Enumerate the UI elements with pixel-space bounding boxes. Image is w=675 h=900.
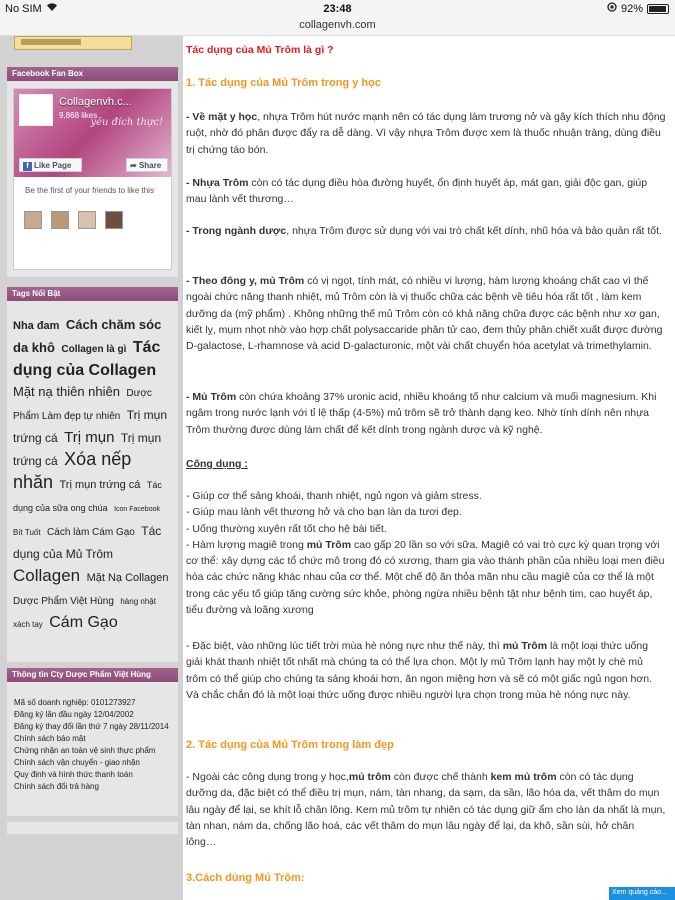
share-label: Share: [138, 161, 162, 170]
company-info-list: [7, 682, 178, 793]
tags-box-title: Tags Nổi Bật: [7, 287, 178, 301]
paragraph: - Ngoài các công dụng trong y học,mủ trôm còn được chế thành kem mủ trôm còn có tác dụng dưỡng da, đặc biệt có thể điều trị mụn, nám, tàn nhang, da sạm, da sần, lão hóa da, vết thâm do mụn lâu ngày để lại, se khít lỗ chân lông. Kem mủ trôm tự nhiên có tác dụng giữ ẩm cho làn da nhất là mụn, tàn nhan, nám da, chống lão hoá, các vết thâm do mụn lâu ngày để lại, da khô, sần sùi, hở chân lông…: [186, 771, 666, 849]
uses-list: - Giúp cơ thể sảng khoái, thanh nhiệt, ngủ ngon và giảm stress. - Giúp mau lành vết thương hở và cho bạn làn da tươi đẹp. - Uống thường xuyên rất tốt cho hệ bài tiết. - Hàm lượng magiê trong mủ Trôm cao gấp 20 lần so với sữa. Magiê có vai trò cực kỳ quan trọng với cơ thể: xây dựng các tổ chức mô trong đó có xương, tham gia vào thành phần của nhiều loại men điều hòa các chức năng khác nhau của cơ thể. Một chế độ ăn thỏa mãn nhu cầu magiê của cơ thể là một trong các yếu tố giúp tăng cường sức khỏe, phòng ngừa nhiều bệnh tật như bệnh tim, cao huyết áp, tiểu đường và loãng xương: [186, 490, 665, 617]
tag-link[interactable]: Icon Facebook: [114, 506, 160, 513]
info-line[interactable]: Chính sách bảo mật: [14, 734, 86, 743]
facebook-icon: f: [23, 162, 32, 171]
info-box-title: Thông tin Cty Dược Phẩm Việt Hùng: [7, 668, 178, 682]
info-line[interactable]: Chính sách vận chuyển - giao nhận: [14, 758, 140, 767]
company-info-box: [7, 668, 178, 816]
info-line: Đăng ký thay đổi lần thứ 7 ngày 28/11/2014: [14, 722, 169, 731]
info-line[interactable]: Chính sách đổi trả hàng: [14, 782, 99, 791]
tag-link[interactable]: Tác dụng của sữa ong chúa: [13, 480, 162, 513]
tag-link[interactable]: Tác dụng của Collagen: [13, 339, 161, 379]
rotation-lock-icon: [607, 2, 617, 15]
tag-link[interactable]: Mặt Nạ Collagen: [86, 572, 169, 584]
paragraph: - Mủ Trôm còn chứa khoảng 37% uronic acid, nhiều khoáng tố như calcium và muối magnesium. Khi ngâm trong nước lạnh với tỉ lệ thấp (4-5%) mủ trôm sẽ trở thành dạng keo. Nhờ tính dính nên nhựa Trôm thường được dùng làm chất để kết dính trong ngành dược và kỹ nghệ.: [186, 391, 657, 436]
address-bar[interactable]: [0, 19, 675, 36]
tag-link[interactable]: Trị mụn: [64, 429, 115, 446]
fb-page-logo: [19, 94, 53, 126]
info-line: Mã số doanh nghiệp: 0101273927: [14, 698, 136, 707]
fb-friend-faces: [24, 211, 123, 229]
section-heading-2: 2. Tác dụng của Mủ Trôm trong làm đẹp: [186, 739, 394, 751]
tag-link[interactable]: Bít Tuốt: [13, 528, 41, 537]
like-page-button[interactable]: [19, 158, 82, 172]
tag-link[interactable]: hàng nhật xách tay: [13, 597, 156, 629]
sidebar-footer: [7, 822, 178, 834]
view-ad-button[interactable]: Xem quảng cáo...: [609, 887, 675, 900]
friend-avatar[interactable]: [24, 211, 42, 229]
friend-avatar[interactable]: [105, 211, 123, 229]
tag-link[interactable]: Nha đam: [13, 320, 60, 332]
fb-like-count: 9,868 likes: [59, 111, 98, 120]
info-line[interactable]: Chứng nhận an toàn vệ sinh thực phẩm: [14, 746, 156, 755]
tag-link[interactable]: Trị mụn trứng cá: [59, 479, 141, 491]
like-page-label: Like Page: [34, 161, 72, 170]
tag-link[interactable]: Trị mụn trứng cá: [13, 408, 168, 445]
section-heading-3: 3.Cách dùng Mủ Trôm:: [186, 872, 305, 884]
paragraph: - Theo đông y, mủ Trôm có vị ngọt, tính mát, có nhiều vi lượng, hàm lượng khoáng chất cao vì thế ngoài chức năng thanh nhiệt, mủ Trôm còn là vị thuốc chữa các bệnh về tiêu hóa rất tốt , làm kem dưỡng da (mỹ phẩm) . Không những thế mủ Trôm còn có khả năng chữa được các bệnh như xơ gan, kiết lỵ, mụm nhọt nhờ vào hợp chất polysaccaride phân tử cao, đem thủy phân chiết xuất được đường D-galactose, L-rhamnose và acid D-galacturonic, một vài chất chuyển hóa acetylat và trimethylamin.: [186, 275, 663, 353]
paragraph: - Về mặt y học, nhựa Trôm hút nước mạnh nên có tác dụng làm trương nở và gây kích thích nhu động ruột, nhờ đó phân được đẩy ra dễ dàng. Vì vậy nhựa Trôm được xem là thuốc nhuận tràng, dùng điều trị chứng táo bón.: [186, 111, 666, 156]
clock: 23:48: [323, 3, 352, 15]
tag-link[interactable]: Xóa nếp nhăn: [13, 449, 132, 492]
fb-friends-text: Be the first of your friends to like this: [25, 186, 154, 195]
facebook-fan-box: [7, 67, 178, 277]
tag-link[interactable]: Cách làm Cám Gạo: [47, 527, 135, 538]
fb-page-name[interactable]: Collagenvh.c...: [59, 96, 132, 108]
status-bar: [0, 0, 675, 19]
battery-icon: [647, 4, 669, 14]
tag-link[interactable]: Dược Phẩm Làm đẹp tự nhiên: [13, 388, 152, 422]
friend-avatar[interactable]: [51, 211, 69, 229]
share-icon: ➦: [130, 161, 137, 170]
tag-link[interactable]: Tác dụng của Mủ Trôm: [13, 524, 162, 561]
paragraph: - Trong ngành dược, nhựa Trôm được sử dụng với vai trò chất kết dính, nhũ hóa và bảo quản rất tốt.: [186, 225, 662, 237]
tag-cloud: [7, 301, 178, 635]
info-line[interactable]: Quy định và hình thức thanh toán: [14, 770, 133, 779]
paragraph: - Đặc biệt, vào những lúc tiết trời mùa hè nóng nực như thế này, thì mủ Trôm là một loại thức uống giải khát thanh nhiệt tốt nhất mà chúng ta có thể lựa chọn. Một ly mủ Trôm lạnh hay một ly chè mủ trôm có thể giúp cho chúng ta sảng khoái hơn, ăn ngon miệng hơn và sẽ có một giấc ngủ ngon hơn. Và chắc chắn đó là một loại thức uống được nhiều người lựa chọn trong mùa hè nóng nực này.: [186, 640, 653, 701]
fb-cover-caption: yêu đích thực!: [90, 117, 163, 128]
sidebar: [0, 36, 183, 900]
tags-box: [7, 287, 178, 662]
tag-link[interactable]: Collagen: [13, 566, 81, 585]
article-title: Tác dụng của Mủ Trôm là gì ?: [186, 44, 334, 56]
paragraph: - Nhựa Trôm còn có tác dụng điều hòa đường huyết, ổn định huyết áp, mát gan, giải độc gan, giúp mau lành vết thương…: [186, 177, 648, 206]
battery-percent: 92%: [620, 2, 643, 15]
fb-cover-image[interactable]: [14, 89, 171, 177]
fb-page-widget: [13, 88, 172, 270]
banner-image[interactable]: [14, 36, 132, 50]
share-button[interactable]: [126, 158, 168, 172]
friend-avatar[interactable]: [78, 211, 96, 229]
tag-link[interactable]: Collagen là gì: [61, 344, 127, 355]
carrier-label: No SIM: [5, 3, 42, 15]
info-line: Đăng ký lần đầu ngày 12/04/2002: [14, 710, 134, 719]
tag-link[interactable]: Dược Phẩm Việt Hùng: [13, 596, 114, 607]
tag-link[interactable]: Trị mụn trứng cá: [13, 431, 162, 468]
fb-box-title: Facebook Fan Box: [7, 67, 178, 81]
tag-link[interactable]: Cám Gạo: [49, 614, 118, 631]
section-heading-1: 1. Tác dụng của Mủ Trôm trong y học: [186, 77, 381, 89]
url-text: collagenvh.com: [299, 19, 376, 31]
tag-link[interactable]: Mặt nạ thiên nhiên: [13, 384, 120, 399]
tag-link[interactable]: Cách chăm sóc da khô: [13, 317, 162, 355]
uses-heading: Công dụng :: [186, 458, 248, 470]
